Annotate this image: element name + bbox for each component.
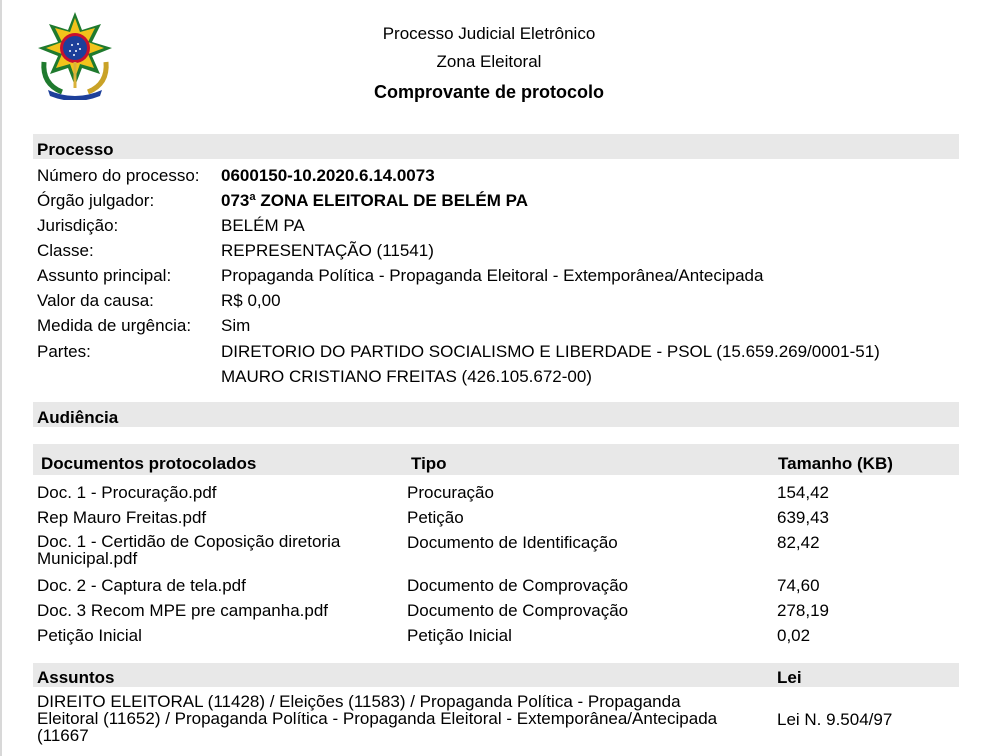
field-value: DIRETORIO DO PARTIDO SOCIALISMO E LIBERDADE - PSOL (15.659.269/0001-51) — [221, 342, 880, 361]
doc-size: 639,43 — [777, 508, 829, 527]
section-processo — [33, 134, 959, 159]
doc-name: Doc. 2 - Captura de tela.pdf — [37, 576, 246, 595]
col-header-assuntos: Assuntos — [37, 668, 115, 687]
field-label: Valor da causa: — [37, 291, 154, 310]
field-value: 0600150-10.2020.6.14.0073 — [221, 166, 435, 185]
doc-name: Petição Inicial — [37, 626, 142, 645]
field-label: Partes: — [37, 342, 91, 361]
doc-size: 82,42 — [777, 533, 820, 552]
doc-type: Petição Inicial — [407, 626, 512, 645]
doc-type: Documento de Comprovação — [407, 576, 629, 595]
doc-size: 0,02 — [777, 626, 811, 645]
col-header-tamanho: Tamanho (KB) — [778, 454, 893, 473]
page-title: Comprovante de protocolo — [373, 82, 604, 102]
col-header-lei: Lei — [777, 668, 802, 687]
doc-type: Documento de Identificação — [407, 533, 618, 552]
field-label: Jurisdição: — [37, 216, 119, 235]
field-value: 073ª ZONA ELEITORAL DE BELÉM PA — [221, 191, 528, 210]
field-label: Classe: — [37, 241, 94, 260]
field-value: Sim — [221, 316, 251, 335]
col-header-tipo: Tipo — [411, 454, 447, 473]
section-audiencia-title: Audiência — [37, 408, 119, 427]
doc-size: 74,60 — [777, 576, 820, 595]
header-system-name: Processo Judicial Eletrônico — [382, 24, 596, 43]
header-zone: Zona Eleitoral — [436, 52, 542, 71]
doc-name: Doc. 1 - Certidão de Coposição diretoria Municipal.pdf — [37, 532, 341, 568]
documents-table-header — [33, 444, 959, 475]
field-label: Assunto principal: — [37, 266, 172, 285]
field-value: REPRESENTAÇÃO (11541) — [221, 241, 434, 260]
doc-name: Doc. 1 - Procuração.pdf — [37, 483, 217, 502]
field-label: Medida de urgência: — [37, 316, 192, 335]
field-value-second: MAURO CRISTIANO FREITAS (426.105.672-00) — [221, 367, 592, 386]
doc-size: 278,19 — [777, 601, 829, 620]
doc-type: Procuração — [407, 483, 494, 502]
field-label: Órgão julgador: — [37, 191, 155, 210]
doc-name: Doc. 3 Recom MPE pre campanha.pdf — [37, 601, 329, 620]
field-value: BELÉM PA — [221, 216, 305, 235]
field-value: Propaganda Política - Propaganda Eleitoral - Extemporânea/Antecipada — [221, 266, 764, 285]
page-edge — [0, 0, 2, 756]
doc-type: Petição — [407, 508, 464, 527]
assuntos-table-header — [33, 663, 959, 687]
assunto-text: DIREITO ELEITORAL (11428) / Eleições (11583) / Propaganda Política - Propaganda Eleitoral (11652) / Propaganda Política - Propaganda Eleitoral - Extemporânea/Antecipada (11667 — [37, 692, 718, 745]
field-label: Número do processo: — [37, 166, 200, 185]
doc-name: Rep Mauro Freitas.pdf — [37, 508, 207, 527]
doc-type: Documento de Comprovação — [407, 601, 629, 620]
section-audiencia — [33, 402, 959, 427]
field-value: R$ 0,00 — [221, 291, 281, 310]
doc-size: 154,42 — [777, 483, 829, 502]
col-header-documentos: Documentos protocolados — [41, 454, 257, 473]
assunto-lei: Lei N. 9.504/97 — [777, 710, 893, 729]
section-processo-title: Processo — [37, 140, 114, 159]
